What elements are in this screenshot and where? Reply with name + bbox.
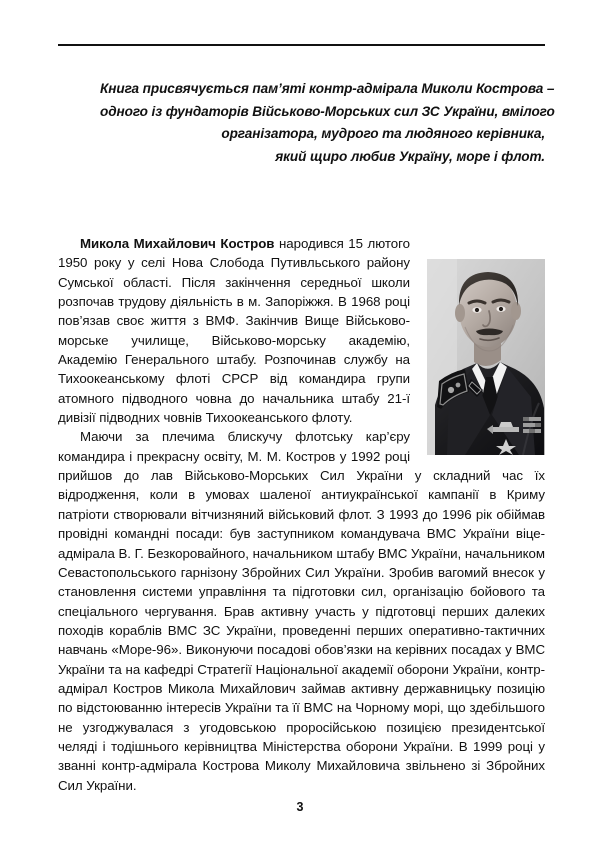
portrait-text-wrap-spacer [410,234,545,456]
dedication-line-4: який щиро любив Україну, море і флот. [275,148,545,164]
dedication-block [100,78,555,168]
page-number: 3 [296,800,304,814]
dedication-line-2: одного із фундаторів Військово-Морських сил ЗС України, вмілого [100,103,555,119]
article-body [58,234,545,795]
header-divider [58,44,545,46]
subject-full-name: Микола Михайлович Костров [80,236,275,251]
paragraph-biography-early-text: народився 15 лютого 1950 року у селі Нова Слобода Путивльського району Сумської області. Після закінчення середньої школи розпочав трудову діяльність в м. Запоріжжя. В 1968 році пов’язав своє життя з ВМФ. Закінчив Вище Військово-морське училище, Військово-морську академію, Академію Генерального штабу. Розпочинав службу на Тихоокеанському флоті СРСР від командира групи атомного підводного човна до начальника штабу 21-ї дивізії підводних човнів Тихоокеанського флоту. [58,236,410,426]
dedication-line-3: організатора, мудрого та людяного керівника, [221,126,545,142]
paragraph-biography-career: Маючи за плечима блискучу флотську кар’єру командира і прекрасну освіту, М. М. Костров у 1992 році прийшов до лав Військово-Морських Сил України у складний час їх відродження, коли в умовах шаленої антиукраїнської кампанії в Криму патріоти створювали вітчизняний військовий флот. З 1993 до 1996 рік обіймав провідні командні посади: був заступником командувача ВМС України віце-адмірала В. Г. Безкоровайного, начальником штабу ВМС України, начальником Севастопольського гарнізону Збройних Сил України. Зробив вагомий внесок у становлення системи управління та підготовки сил, організацію бойового та спеціального чергування. Брав активну участь у підготовці перших далеких походів кораблів ВМС ЗС України, проведенні перших оперативно-тактичних навчань «Море-96». Виконуючи посадові обов’язки на керівних посадах у ВМС України та на кафедрі Стратегії Національної академії оборони України, контр-адмірал Костров Микола Михайлович займав активну державницьку позицію по відстоюванню інтересів України та її ВМС на Чорному морі, що здебільшого не узгоджувалася з угодовською проросійською позицією президентської челяді і тодішнього керівництва Міністерства оборони України. В 1999 році у званні контр-адмірала Кострова Миколу Михайловича звільнено зі Збройних Сил України. [58,429,545,793]
dedication-line-1: Книга присвячується пам’яті контр-адмірала Миколи Кострова – [100,81,555,96]
